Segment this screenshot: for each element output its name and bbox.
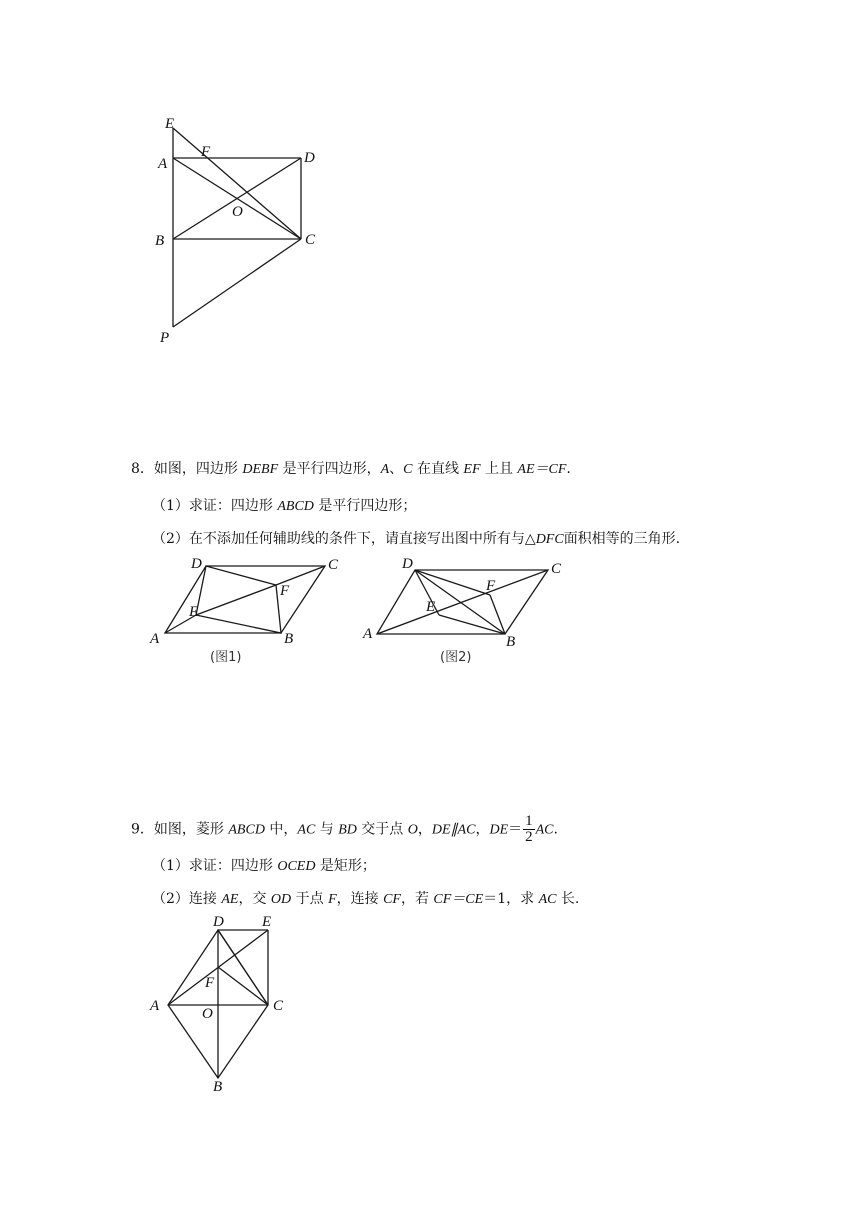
var: AE <box>221 892 239 907</box>
text: 是矩形； <box>315 858 376 874</box>
figure-q8-1 <box>145 553 355 668</box>
question-number: 8． <box>131 461 154 477</box>
text: 中， <box>264 821 298 838</box>
var: EF <box>463 462 481 477</box>
label-O: O <box>202 1006 213 1022</box>
var: A <box>380 462 390 477</box>
var: ABCD <box>277 499 314 514</box>
var: AC <box>535 822 554 838</box>
text: ， <box>475 821 490 838</box>
label-E: E <box>189 604 199 620</box>
label-D: D <box>304 150 315 166</box>
label-F: F <box>201 144 211 160</box>
var: AC <box>297 822 316 838</box>
text: ＝ <box>508 821 523 838</box>
label-A: A <box>150 631 160 647</box>
label-B: B <box>213 1079 223 1095</box>
label-D: D <box>191 556 202 572</box>
text: 、 <box>389 461 404 477</box>
var: O <box>407 822 418 838</box>
figure-q7 <box>150 110 340 350</box>
label-F: F <box>205 975 215 991</box>
var: DE <box>489 822 509 838</box>
label-D: D <box>402 556 413 572</box>
label-C: C <box>273 998 284 1014</box>
text: ，交 <box>238 891 271 907</box>
text: 与 <box>315 821 339 838</box>
fraction-denominator: 2 <box>525 829 533 845</box>
var: F <box>328 892 337 907</box>
var: DFC <box>535 532 564 547</box>
caption-fig1: (图1) <box>210 650 242 665</box>
text: 交于点 <box>356 821 408 838</box>
figure-q8-2 <box>355 553 575 668</box>
label-C: C <box>305 232 316 248</box>
text: . <box>553 821 558 838</box>
q9-stem <box>131 814 558 845</box>
var: CF＝CE <box>433 892 484 907</box>
label-E: E <box>426 599 436 615</box>
var: DEBF <box>242 462 279 477</box>
var: OCED <box>277 859 316 874</box>
text: （2）连接 <box>152 891 222 907</box>
figure-q8-1-lines <box>165 566 325 633</box>
question-number: 9． <box>131 821 154 838</box>
label-F: F <box>280 583 290 599</box>
text: （1）求证：四边形 <box>152 498 278 514</box>
text: （2）在不添加任何辅助线的条件下，请直接写出图中所有与△ <box>152 531 536 547</box>
figure-q8-2-lines <box>377 570 548 634</box>
var: ABCD <box>228 822 265 838</box>
q9-part2 <box>152 889 579 910</box>
label-A: A <box>363 626 373 642</box>
text: 是平行四边形； <box>313 498 417 514</box>
q8-stem <box>131 459 571 480</box>
text: （1）求证：四边形 <box>152 858 278 874</box>
label-A: A <box>158 156 168 172</box>
text: 于点 <box>291 891 329 907</box>
var: C <box>403 462 413 477</box>
label-B: B <box>506 634 516 650</box>
text: ， <box>417 821 432 838</box>
q8-part1 <box>152 496 416 517</box>
label-B: B <box>155 233 165 249</box>
text: 如图，四边形 <box>153 461 243 477</box>
var: AC <box>538 892 557 907</box>
var: DE∥AC <box>431 822 476 838</box>
text: ＝1，求 <box>483 891 539 907</box>
label-A: A <box>150 998 160 1014</box>
figure-q9 <box>145 908 305 1098</box>
var: BD <box>338 822 357 838</box>
text: 如图，菱形 <box>153 821 229 838</box>
label-E: E <box>165 116 175 132</box>
fraction-numerator: 1 <box>525 813 533 829</box>
label-C: C <box>328 557 339 573</box>
label-E: E <box>262 914 272 930</box>
text: 是平行四边形， <box>278 461 381 477</box>
figure-q9-lines <box>168 930 268 1078</box>
var: AE＝CF <box>517 462 567 477</box>
figure-q7-lines <box>173 128 301 327</box>
text: 在直线 <box>412 461 464 477</box>
fraction-one-half <box>523 814 535 845</box>
text: 长. <box>556 891 580 907</box>
label-D: D <box>213 914 224 930</box>
label-F: F <box>486 578 496 594</box>
label-P: P <box>160 330 170 346</box>
text: . <box>566 461 571 477</box>
caption-fig2: (图2) <box>440 650 472 665</box>
q8-part2 <box>152 529 680 550</box>
text: ，连接 <box>336 891 384 907</box>
text: ，若 <box>400 891 434 907</box>
q9-part1 <box>152 856 376 877</box>
label-B: B <box>284 631 294 647</box>
var: CF <box>383 892 401 907</box>
label-O: O <box>232 204 243 220</box>
text: 上且 <box>480 461 518 477</box>
text: 面积相等的三角形. <box>563 531 681 547</box>
label-C: C <box>551 561 562 577</box>
var: OD <box>270 892 292 907</box>
